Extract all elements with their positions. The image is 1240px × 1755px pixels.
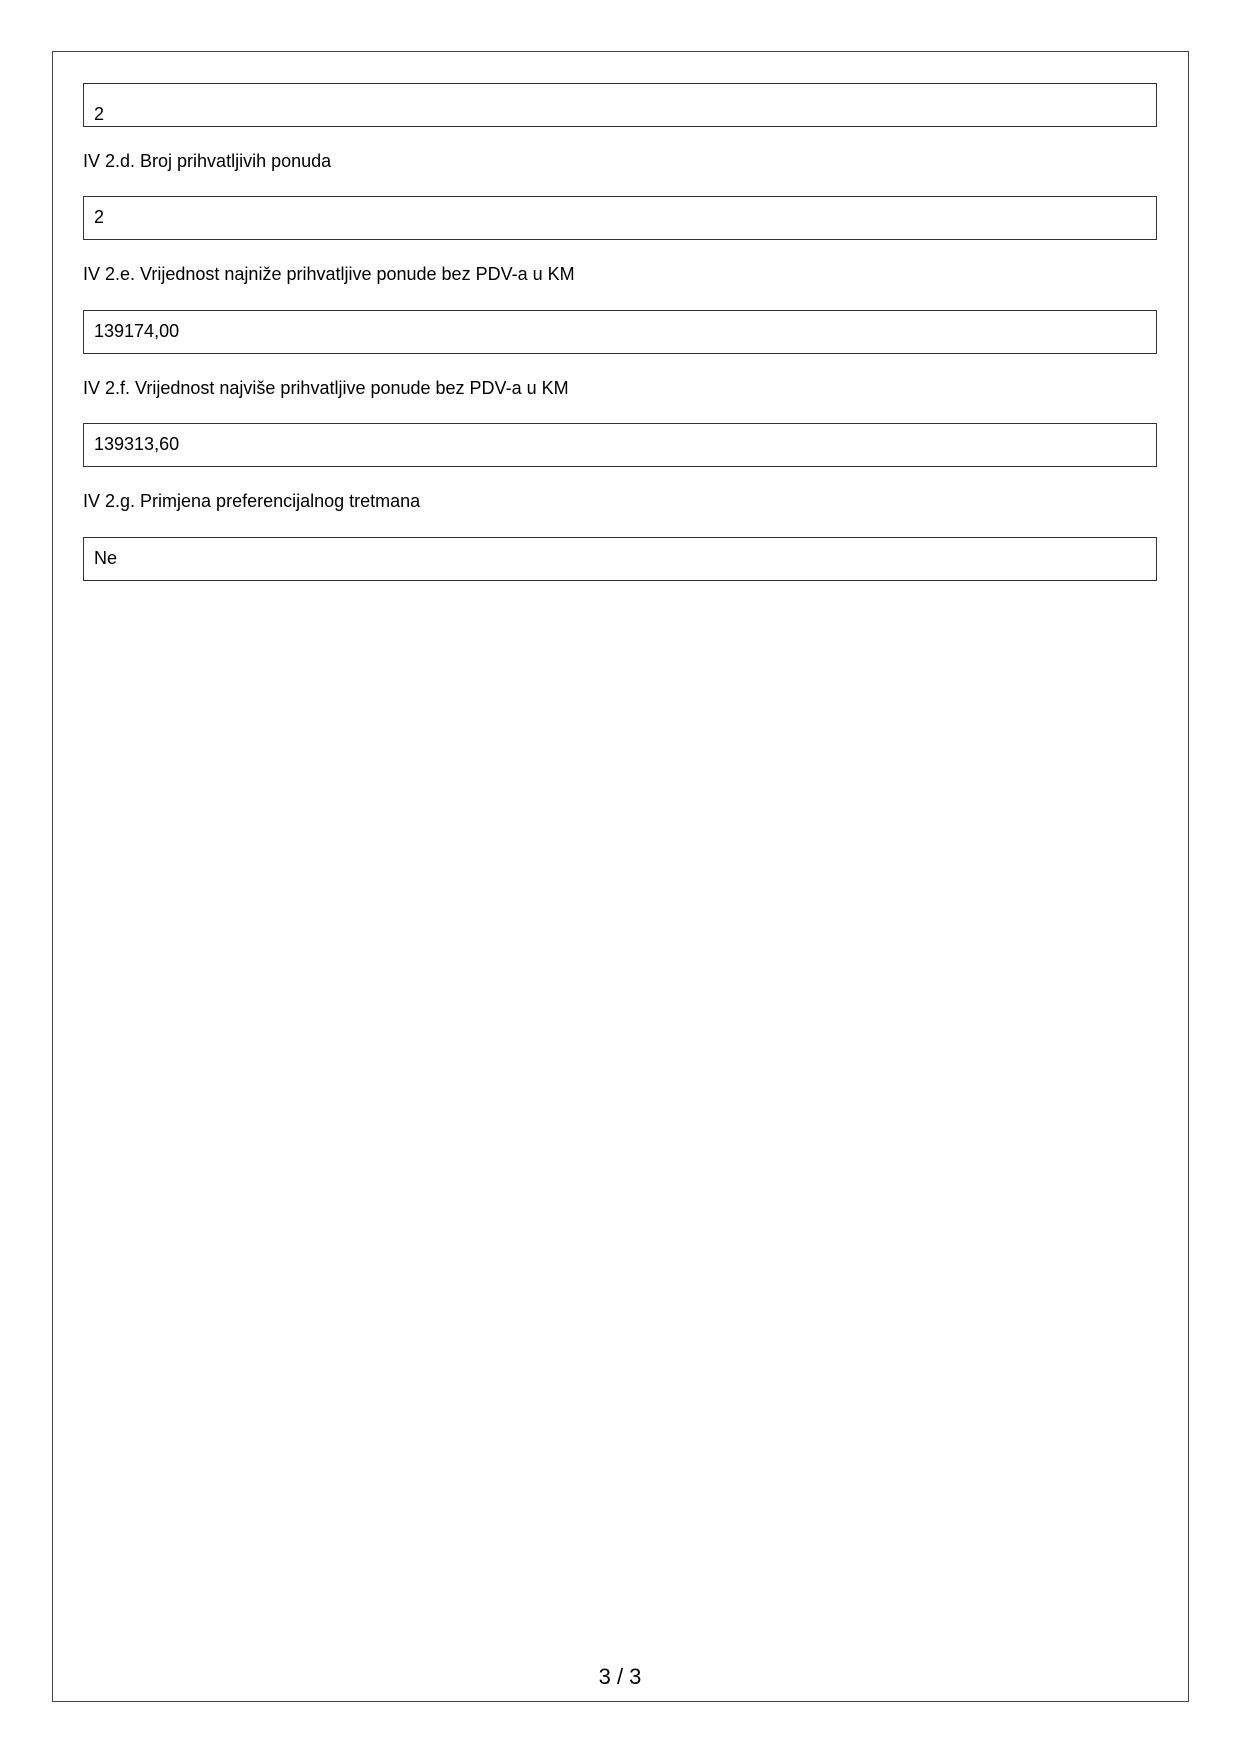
field-value-acceptable-bids-count: 2 <box>83 196 1157 240</box>
field-value-highest-bid-value: 139313,60 <box>83 423 1157 467</box>
field-label-preferential-treatment: IV 2.g. Primjena preferencijalnog tretmana <box>83 491 421 511</box>
field-label-highest-bid-value: IV 2.f. Vrijednost najviše prihvatljive ponude bez PDV-a u KM <box>83 378 569 398</box>
field-label-lowest-bid-value: IV 2.e. Vrijednost najniže prihvatljive ponude bez PDV-a u KM <box>83 264 575 284</box>
field-label-acceptable-bids-count: IV 2.d. Broj prihvatljivih ponuda <box>83 151 332 171</box>
field-value-previous: 2 <box>83 83 1157 127</box>
page-number: 3 / 3 <box>598 1664 642 1689</box>
page-frame <box>52 51 1189 1702</box>
field-value-preferential-treatment: Ne <box>83 537 1157 581</box>
field-value-lowest-bid-value: 139174,00 <box>83 310 1157 354</box>
